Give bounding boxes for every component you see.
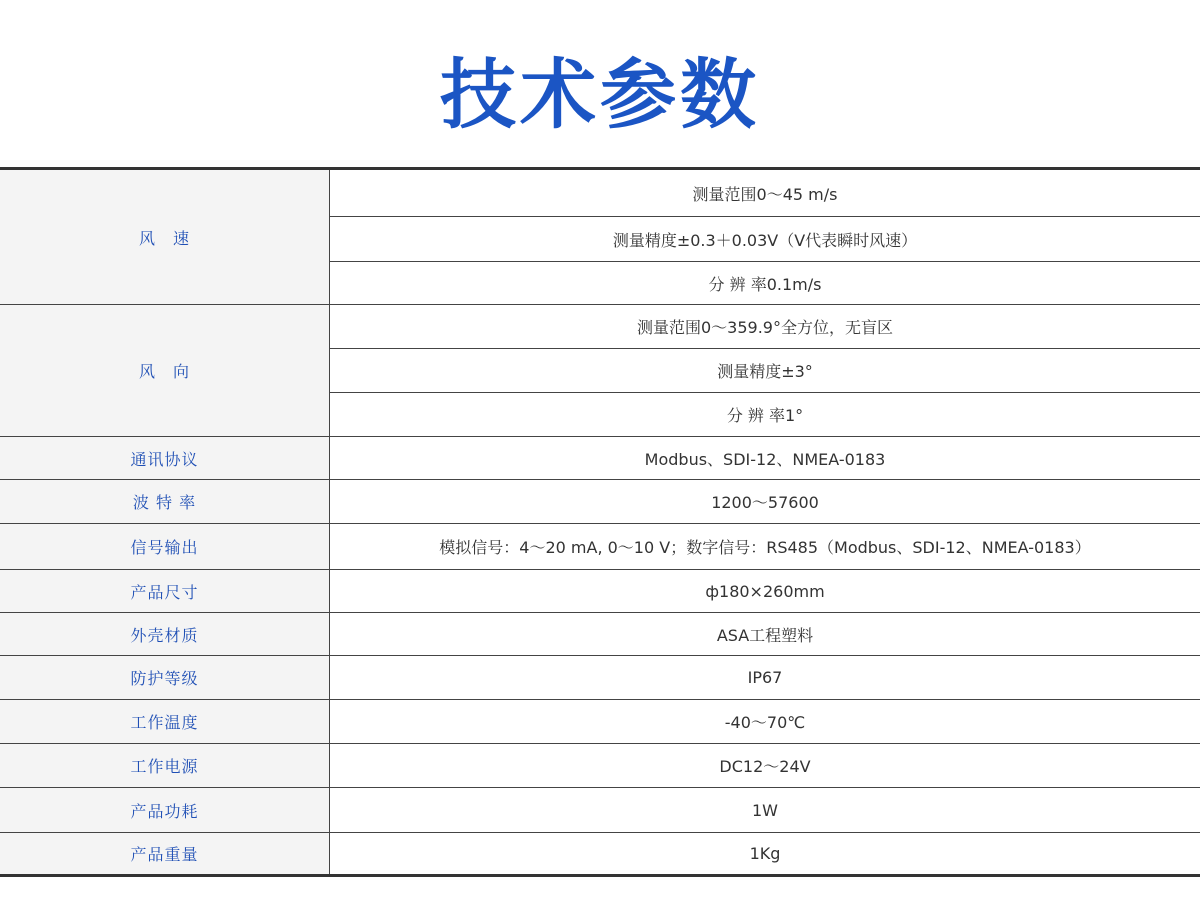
param-value: DC12～24V bbox=[330, 744, 1200, 788]
param-value: 测量范围0～45 m/s bbox=[692, 184, 838, 204]
param-value: 分 辨 率0.1m/s bbox=[330, 262, 1200, 305]
param-value: 测量精度±3° bbox=[330, 349, 1200, 393]
param-value: 1W bbox=[330, 788, 1200, 833]
param-label: 信号输出 bbox=[0, 524, 330, 570]
param-value: 分 辨 率1° bbox=[330, 393, 1200, 437]
page-title: 技术参数 bbox=[440, 50, 760, 139]
table-row bbox=[0, 744, 1200, 788]
param-label: 工作温度 bbox=[0, 700, 330, 744]
table-row bbox=[0, 700, 1200, 744]
param-value: -40～70℃ bbox=[330, 700, 1200, 744]
param-value: 模拟信号：4～20 mA, 0～10 V；数字信号：RS485（Modbus、SDI-12、NMEA-0183） bbox=[330, 524, 1200, 570]
param-value: 1200～57600 bbox=[330, 480, 1200, 524]
spec-table bbox=[0, 167, 1200, 877]
param-label: 产品重量 bbox=[0, 833, 330, 876]
param-value: 测量范围0～359.9°全方位，无盲区 bbox=[330, 305, 1200, 349]
param-label: 通讯协议 bbox=[0, 437, 330, 480]
param-label: 产品功耗 bbox=[0, 788, 330, 833]
table-row bbox=[0, 305, 1200, 349]
param-value: ф180×260mm bbox=[330, 570, 1200, 613]
param-value: ASA工程塑料 bbox=[330, 613, 1200, 656]
param-value: Modbus、SDI-12、NMEA-0183 bbox=[330, 437, 1200, 480]
param-label: 防护等级 bbox=[0, 656, 330, 700]
table-row bbox=[0, 656, 1200, 700]
table-row bbox=[0, 788, 1200, 833]
table-row bbox=[0, 613, 1200, 656]
param-value: 1Kg bbox=[330, 833, 1200, 876]
param-label: 外壳材质 bbox=[0, 613, 330, 656]
param-label: 产品尺寸 bbox=[0, 570, 330, 613]
param-label: 工作电源 bbox=[0, 744, 330, 788]
table-row bbox=[0, 480, 1200, 524]
table-row bbox=[0, 570, 1200, 613]
param-label: 风 向 bbox=[0, 305, 330, 437]
param-value: IP67 bbox=[330, 656, 1200, 700]
param-label: 波 特 率 bbox=[0, 480, 330, 524]
table-row bbox=[0, 524, 1200, 570]
param-value: 测量精度±0.3＋0.03V（V代表瞬时风速） bbox=[330, 217, 1200, 262]
table-row bbox=[0, 169, 1200, 217]
param-label: 风 速 bbox=[0, 169, 330, 305]
table-row bbox=[0, 833, 1200, 876]
table-row bbox=[0, 437, 1200, 480]
